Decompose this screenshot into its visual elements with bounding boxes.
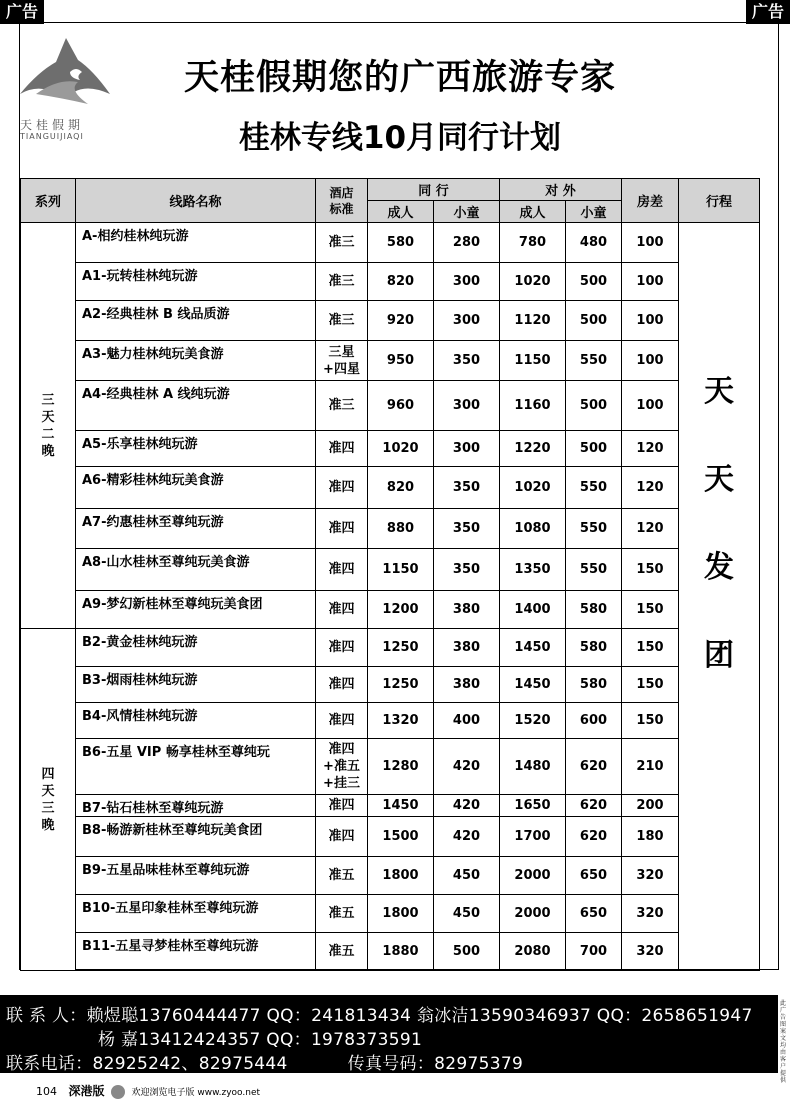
peer-child-price: 380 [434,591,500,629]
ad-tag-right: 广告 [746,0,790,24]
public-child-price: 550 [566,467,622,509]
route-name: B3-烟雨桂林纯玩游 [76,667,316,703]
page-footer [36,1082,260,1099]
series-label: 三天二晚 [41,392,55,459]
peer-child-price: 350 [434,341,500,381]
peer-child-price: 450 [434,857,500,895]
route-name: A1-玩转桂林纯玩游 [76,263,316,301]
subheadline: 桂林专线10月同行计划 [238,120,562,156]
route-name: A4-经典桂林 A 线纯玩游 [76,381,316,431]
public-adult-price: 1650 [500,795,566,817]
peer-adult-price: 1450 [368,795,434,817]
room-difference: 180 [622,817,679,857]
route-name: A8-山水桂林至尊纯玩美食游 [76,549,316,591]
peer-adult-price: 920 [368,301,434,341]
table-row [21,341,760,381]
room-difference: 120 [622,467,679,509]
room-difference: 100 [622,381,679,431]
table-row [21,739,760,795]
peer-adult-price: 1800 [368,895,434,933]
ad-tag-left: 广告 [0,0,44,24]
hotel-standard: 准四 [316,667,368,703]
mountain-logo-icon [18,32,113,107]
room-difference: 120 [622,431,679,467]
route-name: A2-经典桂林 B 线品质游 [76,301,316,341]
headline: 天桂假期您的广西旅游专家 [183,58,616,98]
public-child-price: 620 [566,817,622,857]
tour-price-table [20,178,760,971]
route-name: A5-乐享桂林纯玩游 [76,431,316,467]
peer-adult-price: 1150 [368,549,434,591]
public-adult-price: 1450 [500,629,566,667]
public-child-price: 700 [566,933,622,971]
hotel-standard: 准四 [316,817,368,857]
peer-adult-price: 1250 [368,629,434,667]
contact-line-2: 杨 嘉13412424357 QQ：1978373591 [98,1030,423,1050]
table-row [21,223,760,263]
table-row [21,933,760,971]
public-adult-price: 1020 [500,467,566,509]
route-name: B6-五星 VIP 畅享桂林至尊纯玩 [76,739,316,795]
public-child-price: 500 [566,301,622,341]
public-adult-price: 1020 [500,263,566,301]
table-row [21,549,760,591]
peer-adult-price: 1500 [368,817,434,857]
public-child-price: 480 [566,223,622,263]
room-difference: 100 [622,223,679,263]
public-child-price: 650 [566,895,622,933]
room-difference: 320 [622,895,679,933]
series-label: 四天三晚 [41,766,55,833]
series-cell [21,629,76,971]
table-row [21,703,760,739]
route-name: A7-约惠桂林至尊纯玩游 [76,509,316,549]
header-schedule: 行程 [679,179,760,223]
public-adult-price: 2000 [500,857,566,895]
peer-adult-price: 1800 [368,857,434,895]
room-difference: 100 [622,341,679,381]
hotel-standard: 准五 [316,933,368,971]
seal-icon [111,1085,125,1099]
website-note: 欢迎浏览电子版 www.zyoo.net [131,1088,261,1098]
peer-child-price: 300 [434,301,500,341]
hotel-standard: 准四+准五+挂三 [316,739,368,795]
peer-adult-price: 1200 [368,591,434,629]
hotel-standard: 准四 [316,431,368,467]
schedule-text: 天天发团 [704,374,734,673]
room-difference: 210 [622,739,679,795]
hotel-standard: 准三 [316,301,368,341]
public-adult-price: 1700 [500,817,566,857]
header-public-child: 小童 [566,201,622,223]
peer-child-price: 350 [434,509,500,549]
header-series: 系列 [21,179,76,223]
public-child-price: 550 [566,509,622,549]
room-difference: 150 [622,591,679,629]
table-row [21,301,760,341]
peer-adult-price: 1280 [368,739,434,795]
edition-label: 深港版 [68,1084,105,1098]
peer-child-price: 380 [434,667,500,703]
public-adult-price: 1080 [500,509,566,549]
public-adult-price: 2080 [500,933,566,971]
logo-chinese-name: 天桂假期 [20,118,85,132]
table-row [21,263,760,301]
peer-adult-price: 960 [368,381,434,431]
public-child-price: 580 [566,667,622,703]
peer-adult-price: 820 [368,263,434,301]
peer-child-price: 450 [434,895,500,933]
room-difference: 150 [622,549,679,591]
table-row [21,591,760,629]
room-difference: 200 [622,795,679,817]
peer-child-price: 420 [434,739,500,795]
route-name: B4-风情桂林纯玩游 [76,703,316,739]
brand-logo [18,32,118,141]
route-name: A-相约桂林纯玩游 [76,223,316,263]
hotel-standard: 准四 [316,703,368,739]
public-child-price: 600 [566,703,622,739]
hotel-standard: 三星+四星 [316,341,368,381]
public-adult-price: 1450 [500,667,566,703]
route-name: A9-梦幻新桂林至尊纯玩美食团 [76,591,316,629]
logo-pinyin-name: TIANGUIJIAQI [20,132,84,141]
header-hotel-text: 酒店标准 [329,185,354,216]
public-child-price: 550 [566,549,622,591]
table-row [21,629,760,667]
public-adult-price: 1520 [500,703,566,739]
table-row [21,509,760,549]
header-room-diff: 房差 [622,179,679,223]
peer-child-price: 500 [434,933,500,971]
hotel-standard: 准三 [316,381,368,431]
room-difference: 120 [622,509,679,549]
route-name: B9-五星品味桂林至尊纯玩游 [76,857,316,895]
hotel-standard: 准四 [316,591,368,629]
room-difference: 320 [622,933,679,971]
route-name: B2-黄金桂林纯玩游 [76,629,316,667]
table-row [21,431,760,467]
schedule-cell [679,223,760,971]
public-child-price: 550 [566,341,622,381]
contact-line-1: 联 系 人：赖煜聪13760444477 QQ：241813434 翁冰洁13590346937 QQ：2658651947 [6,1006,753,1026]
room-difference: 150 [622,629,679,667]
public-adult-price: 1350 [500,549,566,591]
public-adult-price: 1150 [500,341,566,381]
table-row [21,467,760,509]
peer-child-price: 300 [434,431,500,467]
table-row [21,895,760,933]
public-child-price: 620 [566,739,622,795]
header-route: 线路名称 [76,179,316,223]
peer-child-price: 300 [434,381,500,431]
peer-adult-price: 820 [368,467,434,509]
header-hotel [316,179,368,223]
public-adult-price: 1400 [500,591,566,629]
peer-child-price: 380 [434,629,500,667]
peer-child-price: 420 [434,795,500,817]
route-name: A6-精彩桂林纯玩美食游 [76,467,316,509]
hotel-standard: 准四 [316,629,368,667]
public-adult-price: 1120 [500,301,566,341]
hotel-standard: 准五 [316,895,368,933]
route-name: B10-五星印象桂林至尊纯玩游 [76,895,316,933]
hotel-standard: 准四 [316,509,368,549]
table-row [21,857,760,895]
header-peer: 同 行 [368,179,500,201]
peer-adult-price: 1880 [368,933,434,971]
public-child-price: 500 [566,263,622,301]
header-peer-child: 小童 [434,201,500,223]
room-difference: 100 [622,263,679,301]
route-name: A3-魅力桂林纯玩美食游 [76,341,316,381]
peer-adult-price: 1320 [368,703,434,739]
public-adult-price: 1220 [500,431,566,467]
peer-adult-price: 880 [368,509,434,549]
room-difference: 150 [622,703,679,739]
public-child-price: 580 [566,629,622,667]
table-row [21,817,760,857]
route-name: B8-畅游新桂林至尊纯玩美食团 [76,817,316,857]
room-difference: 100 [622,301,679,341]
public-child-price: 500 [566,381,622,431]
route-name: B11-五星寻梦桂林至尊纯玩游 [76,933,316,971]
public-adult-price: 1160 [500,381,566,431]
series-cell [21,223,76,629]
room-difference: 320 [622,857,679,895]
public-child-price: 620 [566,795,622,817]
header-public: 对 外 [500,179,622,201]
route-name: B7-钻石桂林至尊纯玩游 [76,795,316,817]
peer-child-price: 400 [434,703,500,739]
hotel-standard: 准三 [316,223,368,263]
page-number: 104 [36,1085,57,1098]
public-adult-price: 780 [500,223,566,263]
hotel-standard: 准四 [316,467,368,509]
peer-adult-price: 1250 [368,667,434,703]
peer-child-price: 350 [434,549,500,591]
peer-child-price: 300 [434,263,500,301]
table-row [21,667,760,703]
hotel-standard: 准三 [316,263,368,301]
contact-line-3 [6,1049,523,1074]
table-row [21,795,760,817]
hotel-standard: 准五 [316,857,368,895]
header-public-adult: 成人 [500,201,566,223]
peer-child-price: 420 [434,817,500,857]
table-row [21,381,760,431]
contact-fax: 传真号码：82975379 [347,1054,524,1074]
peer-child-price: 350 [434,467,500,509]
header-peer-adult: 成人 [368,201,434,223]
peer-adult-price: 1020 [368,431,434,467]
public-child-price: 650 [566,857,622,895]
peer-adult-price: 580 [368,223,434,263]
contact-phone: 联系电话：82925242、82975444 [6,1054,288,1074]
contact-bar [0,995,778,1073]
public-child-price: 580 [566,591,622,629]
peer-adult-price: 950 [368,341,434,381]
public-adult-price: 2000 [500,895,566,933]
hotel-standard: 准四 [316,549,368,591]
public-child-price: 500 [566,431,622,467]
public-adult-price: 1480 [500,739,566,795]
peer-child-price: 280 [434,223,500,263]
hotel-standard: 准四 [316,795,368,817]
room-difference: 150 [622,667,679,703]
side-note: 此广告图案文均由客户提供 [780,1000,787,1084]
